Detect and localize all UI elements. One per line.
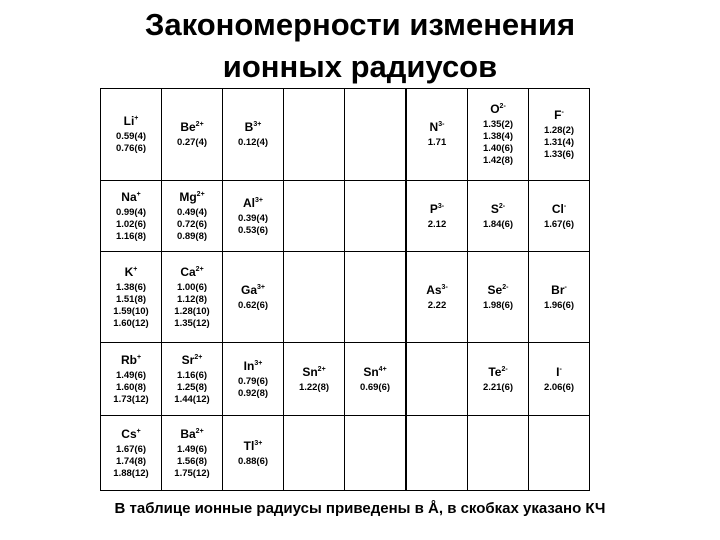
element-symbol: Be [180, 120, 196, 134]
ion-cell [345, 416, 407, 491]
radius-value: 1.16(6) [176, 369, 208, 381]
element-symbol: I [556, 364, 560, 379]
ion-symbol [529, 365, 589, 380]
ion-symbol [407, 202, 467, 217]
ion-charge: 2+ [196, 190, 205, 198]
radius-value: 1.02(6) [115, 218, 147, 230]
ion-charge: 3- [437, 202, 445, 210]
ion-charge: 4+ [378, 365, 387, 373]
radius-value: 1.35(12) [174, 317, 210, 329]
ion-charge: 3+ [254, 439, 263, 447]
ion-charge: 3+ [254, 359, 263, 367]
radius-value: 1.96(6) [543, 299, 575, 311]
radius-value: 0.99(4) [115, 206, 147, 218]
ion-cell [406, 343, 468, 416]
ion-cell [101, 416, 162, 491]
radius-value: 1.71 [427, 137, 447, 148]
element-symbol: F [554, 108, 562, 122]
ion-cell [223, 343, 284, 416]
ion-cell [223, 252, 284, 343]
radius-value: 1.67(6) [543, 218, 575, 230]
table-row [101, 416, 590, 491]
ion-cell [162, 181, 223, 252]
radius-value: 1.75(12) [174, 467, 210, 479]
radius-value: 1.00(6) [176, 281, 208, 293]
ion-symbol [223, 439, 283, 454]
ion-charge: 2- [498, 202, 506, 210]
ion-symbol [407, 283, 467, 298]
ion-symbol [162, 265, 222, 280]
element-symbol: Al [243, 195, 255, 210]
ion-cell [284, 343, 345, 416]
radius-value: 1.73(12) [113, 393, 149, 405]
ion-cell [406, 416, 468, 491]
ion-cell [284, 252, 345, 343]
radius-value: 0.72(6) [176, 218, 208, 230]
radius-value: 0.62(6) [237, 299, 269, 311]
radius-value: 0.12(4) [237, 137, 269, 148]
title-line-2: ионных радиусов [222, 49, 498, 84]
radius-value: 1.98(6) [482, 299, 514, 311]
radius-value: 1.44(12) [174, 393, 210, 405]
footnote: В таблице ионные радиусы приведены в Å, в скобках указано КЧ [114, 500, 606, 517]
title-line-1: Закономерности изменения [144, 7, 576, 42]
ion-cell [101, 252, 162, 343]
element-symbol: N [429, 120, 439, 134]
table-row [101, 252, 590, 343]
ion-cell [345, 89, 407, 181]
radius-value: 1.38(4) [482, 131, 514, 142]
ion-symbol [162, 353, 222, 368]
radius-value: 2.06(6) [543, 381, 575, 393]
ion-charge: 2+ [195, 121, 204, 128]
radius-value: 0.39(4) [237, 212, 269, 224]
radius-value: 0.76(6) [115, 143, 147, 154]
ion-charge: 2- [499, 103, 506, 110]
ion-symbol [162, 190, 222, 205]
element-symbol: P [429, 201, 438, 216]
ionic-radii-table [100, 88, 590, 491]
element-symbol: Sn [302, 364, 318, 379]
ion-charge: + [133, 265, 138, 273]
ion-symbol [223, 283, 283, 298]
ion-cell [345, 181, 407, 252]
element-symbol: Te [488, 364, 502, 379]
element-symbol: Ba [180, 426, 196, 441]
ion-cell [529, 181, 590, 252]
ion-charge: 3+ [257, 283, 265, 291]
radius-value: 1.67(6) [115, 443, 147, 455]
ion-symbol [101, 353, 161, 368]
ion-charge: 2- [502, 283, 509, 291]
ion-charge: 2+ [195, 265, 204, 273]
radius-value: 1.84(6) [482, 218, 514, 230]
radius-value: 1.49(6) [176, 443, 208, 455]
ion-cell [468, 252, 529, 343]
ion-cell [468, 343, 529, 416]
radius-value: 1.16(8) [115, 230, 147, 242]
element-symbol: Tl [243, 438, 255, 453]
page-title [0, 4, 720, 88]
ion-charge: + [134, 115, 139, 122]
radius-value: 2.12 [427, 218, 447, 230]
ion-charge: 2- [501, 365, 508, 373]
ion-cell [223, 89, 284, 181]
ion-cell [406, 89, 468, 181]
radius-value: 1.35(2) [482, 119, 514, 130]
ion-cell [468, 416, 529, 491]
radius-value: 1.28(10) [174, 305, 210, 317]
ion-cell [529, 343, 590, 416]
ion-cell [101, 343, 162, 416]
ion-cell [529, 252, 590, 343]
element-symbol: S [490, 201, 499, 216]
element-symbol: Sr [181, 352, 195, 367]
radius-value: 1.56(8) [176, 455, 208, 467]
radius-value: 2.21(6) [482, 381, 514, 393]
radius-value: 1.22(8) [298, 381, 330, 393]
ion-cell [223, 181, 284, 252]
ion-cell [406, 252, 468, 343]
ion-symbol [407, 120, 467, 135]
element-symbol: Se [487, 282, 503, 297]
ion-cell [468, 181, 529, 252]
element-symbol: O [490, 102, 500, 116]
element-symbol: Ga [241, 282, 258, 297]
ion-charge: 2+ [195, 427, 204, 435]
radius-value: 1.88(12) [113, 467, 149, 479]
ion-symbol [529, 202, 589, 217]
ion-symbol [101, 427, 161, 442]
ion-charge: - [561, 109, 564, 116]
ion-cell [162, 416, 223, 491]
radius-value: 1.49(6) [115, 369, 147, 381]
radius-value: 0.53(6) [237, 224, 269, 236]
ion-charge: + [136, 353, 142, 361]
element-symbol: K [124, 264, 134, 279]
radius-value: 1.33(6) [543, 149, 575, 160]
radius-value: 1.60(12) [113, 317, 149, 329]
ion-cell [162, 252, 223, 343]
ion-symbol [468, 102, 528, 117]
ion-symbol [223, 120, 283, 135]
ion-charge: 3+ [253, 121, 262, 128]
ion-symbol [468, 283, 528, 298]
element-symbol: Br [551, 282, 565, 297]
radius-value: 0.27(4) [176, 137, 208, 148]
ion-cell [284, 181, 345, 252]
ion-charge: - [564, 283, 567, 291]
ion-symbol [162, 427, 222, 442]
ion-cell [529, 89, 590, 181]
radius-value: 0.89(8) [176, 230, 208, 242]
ion-symbol [468, 202, 528, 217]
radius-value: 1.25(8) [176, 381, 208, 393]
ion-cell [345, 343, 407, 416]
radius-value: 1.74(8) [115, 455, 147, 467]
ion-symbol [162, 120, 222, 135]
radius-value: 0.59(4) [115, 131, 147, 142]
element-symbol: B [244, 120, 254, 134]
radius-value: 1.31(4) [543, 137, 575, 148]
element-symbol: Rb [120, 352, 137, 367]
radius-value: 1.42(8) [482, 155, 514, 166]
element-symbol: Li [123, 114, 135, 128]
ion-symbol [101, 265, 161, 280]
ion-cell [468, 89, 529, 181]
radius-value: 0.92(8) [237, 387, 269, 399]
ion-charge: 3+ [255, 196, 263, 204]
ionic-radii-table-body [101, 89, 590, 491]
ion-cell [162, 343, 223, 416]
element-symbol: Cs [121, 426, 137, 441]
ion-symbol [101, 114, 161, 129]
table-row [101, 181, 590, 252]
ion-cell [101, 89, 162, 181]
table-row [101, 343, 590, 416]
radius-value: 1.28(2) [543, 125, 575, 136]
ion-symbol [223, 196, 283, 211]
element-symbol: Sn [363, 364, 379, 379]
ion-cell [406, 181, 468, 252]
ion-charge: + [136, 190, 141, 198]
ion-cell [223, 416, 284, 491]
radius-value: 1.38(6) [115, 281, 147, 293]
ion-cell [345, 252, 407, 343]
radius-value: 0.69(6) [359, 381, 391, 393]
ion-charge: 3- [441, 283, 448, 291]
element-symbol: In [243, 358, 255, 373]
radius-value: 0.88(6) [237, 455, 269, 467]
ion-symbol [529, 283, 589, 298]
radius-value: 0.49(4) [176, 206, 208, 218]
ion-symbol [284, 365, 344, 380]
radius-value: 2.22 [427, 299, 447, 311]
ion-charge: 3- [438, 121, 445, 128]
ion-symbol [223, 359, 283, 374]
element-symbol: As [426, 282, 442, 297]
element-symbol: Cl [551, 201, 564, 216]
ion-charge: 2+ [317, 365, 326, 373]
radius-value: 1.59(10) [113, 305, 149, 317]
element-symbol: Mg [179, 189, 197, 204]
ion-symbol [101, 190, 161, 205]
element-symbol: Ca [180, 264, 196, 279]
ion-cell [529, 416, 590, 491]
ion-charge: - [559, 365, 562, 373]
radius-value: 1.60(8) [115, 381, 147, 393]
element-symbol: Na [121, 189, 137, 204]
table-row [101, 89, 590, 181]
ion-charge: 2+ [194, 353, 203, 361]
ion-cell [162, 89, 223, 181]
ion-charge: + [136, 427, 141, 435]
ion-symbol [468, 365, 528, 380]
ion-cell [284, 89, 345, 181]
radius-value: 0.79(6) [237, 375, 269, 387]
ion-charge: - [563, 202, 567, 210]
radius-value: 1.40(6) [482, 143, 514, 154]
ion-cell [101, 181, 162, 252]
radius-value: 1.12(8) [176, 293, 208, 305]
radius-value: 1.51(8) [115, 293, 147, 305]
ion-symbol [529, 108, 589, 123]
ion-symbol [345, 365, 405, 380]
ion-cell [284, 416, 345, 491]
